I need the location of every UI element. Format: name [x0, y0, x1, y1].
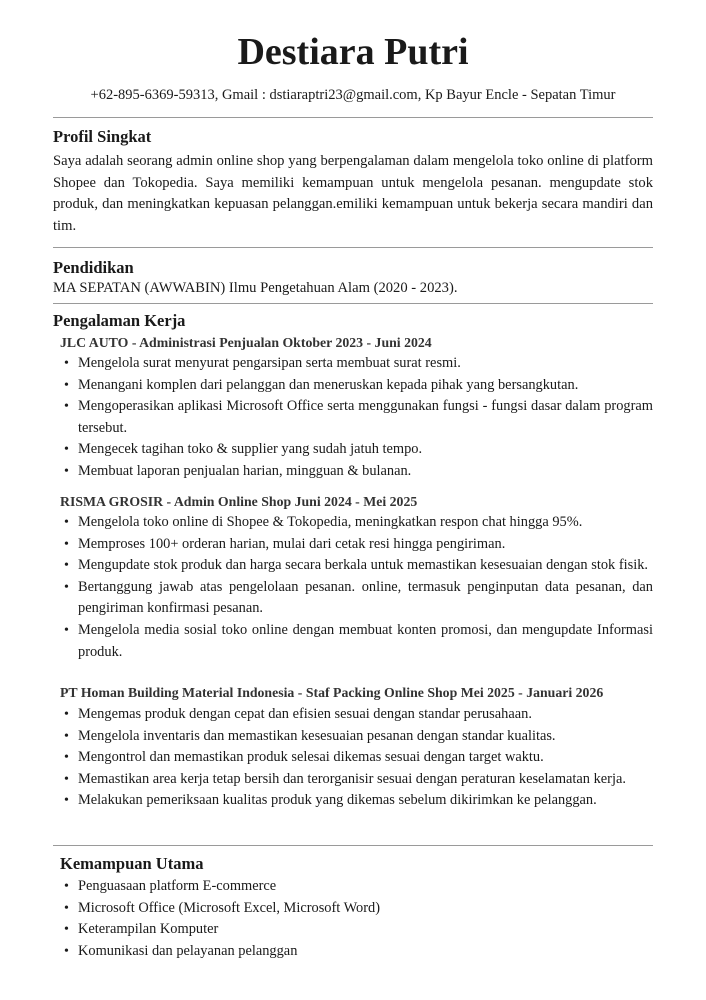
- list-item: • Penguasaan platform E-commerce: [62, 876, 653, 898]
- job-title-pt-homan: PT Homan Building Material Indonesia - Staf Packing Online Shop Mei 2025 - Januari 2026: [60, 685, 604, 700]
- list-item: • Memastikan area kerja tetap bersih dan terorganisir sesuai dengan peraturan keselamatan kerja.: [62, 769, 653, 791]
- list-item: • Mengupdate stok produk dan harga secara berkala untuk memastikan kesesuaian dengan stok fisik.: [62, 555, 653, 577]
- list-item: • Menangani komplen dari pelanggan dan meneruskan kepada pihak yang bersangkutan.: [62, 375, 653, 397]
- list-item: • Keterampilan Komputer: [62, 919, 653, 941]
- profile-heading: Profil Singkat: [53, 127, 152, 146]
- list-item: • Bertanggung jawab atas pengelolaan pesanan. online, termasuk penginputan data pesanan, dan pengiriman konfirmasi pesanan.: [62, 577, 653, 620]
- job-bullets-pt-homan: [62, 704, 653, 812]
- job-title-jlc-auto: JLC AUTO - Administrasi Penjualan Oktober 2023 - Juni 2024: [60, 335, 432, 350]
- education-heading: Pendidikan: [53, 258, 134, 277]
- divider: [53, 303, 653, 304]
- candidate-name: Destiara Putri: [237, 31, 469, 73]
- education-text: MA SEPATAN (AWWABIN) Ilmu Pengetahuan Alam (2020 - 2023).: [53, 280, 458, 296]
- divider: [53, 117, 653, 118]
- divider: [53, 247, 653, 248]
- list-item: • Mengecek tagihan toko & supplier yang sudah jatuh tempo.: [62, 439, 653, 461]
- list-item: • Mengelola surat menyurat pengarsipan serta membuat surat resmi.: [62, 353, 653, 375]
- list-item: • Mengontrol dan memastikan produk selesai dikemas sesuai dengan target waktu.: [62, 747, 653, 769]
- list-item: • Mengoperasikan aplikasi Microsoft Office serta menggunakan fungsi - fungsi dasar dalam program tersebut.: [62, 396, 653, 439]
- job-bullets-jlc-auto: [62, 353, 653, 483]
- list-item: • Mengelola toko online di Shopee & Tokopedia, meningkatkan respon chat hingga 95%.: [62, 512, 653, 534]
- list-item: • Mengemas produk dengan cepat dan efisien sesuai dengan standar perusahaan.: [62, 704, 653, 726]
- list-item: • Komunikasi dan pelayanan pelanggan: [62, 941, 653, 963]
- list-item: • Membuat laporan penjualan harian, mingguan & bulanan.: [62, 461, 653, 483]
- skills-heading: Kemampuan Utama: [60, 854, 204, 873]
- list-item: • Mengelola inventaris dan memastikan kesesuaian pesanan dengan standar kualitas.: [62, 726, 653, 748]
- list-item: • Melakukan pemeriksaan kualitas produk yang dikemas sebelum dikirimkan ke pelanggan.: [62, 790, 653, 812]
- experience-heading: Pengalaman Kerja: [53, 311, 186, 330]
- job-bullets-risma-grosir: [62, 512, 653, 663]
- list-item: • Microsoft Office (Microsoft Excel, Microsoft Word): [62, 898, 653, 920]
- skills-list: [62, 876, 653, 962]
- contact-line: +62-895-6369-59313, Gmail : dstiaraptri23@gmail.com, Kp Bayur Encle - Sepatan Timur: [90, 87, 616, 103]
- divider: [53, 845, 653, 846]
- list-item: • Mengelola media sosial toko online dengan membuat konten promosi, dan mengupdate Informasi produk.: [62, 620, 653, 663]
- list-item: • Memproses 100+ orderan harian, mulai dari cetak resi hingga pengiriman.: [62, 534, 653, 556]
- job-title-risma-grosir: RISMA GROSIR - Admin Online Shop Juni 2024 - Mei 2025: [60, 494, 418, 509]
- profile-text: Saya adalah seorang admin online shop yang berpengalaman dalam mengelola toko online di platform Shopee dan Tokopedia. Saya memiliki kemampuan untuk mengelola pesanan. mengupdate stok produk, dan meningkatkan kepuasan pelanggan.emiliki kemampuan untuk bekerja secara mandiri dan tim.: [53, 153, 653, 234]
